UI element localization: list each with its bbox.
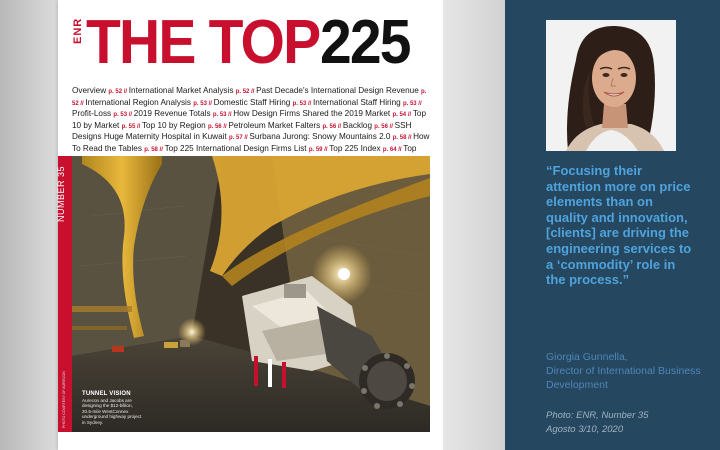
toc-entry: Top	[403, 143, 417, 153]
toc-entry: International Region Analysis	[85, 97, 194, 107]
toc-entry: Petroleum Market Falters	[228, 120, 323, 130]
toc-page-number: p. 53	[402, 100, 419, 107]
masthead	[72, 10, 432, 82]
toc-page-number: p. 55	[121, 123, 137, 130]
toc-page-number: p. 53	[212, 112, 229, 119]
toc-page-number: p. 53	[113, 112, 129, 119]
toc-entry: How To Read the Tables	[72, 132, 430, 153]
toc-entry: How Design Firms Shared the 2019 Market	[233, 109, 393, 119]
toc-separator: //	[324, 146, 330, 153]
toc-entry: Backlog	[342, 120, 375, 130]
photo-credit	[546, 409, 706, 437]
toc-separator: //	[244, 135, 250, 142]
toc-page-number: p. 59	[308, 146, 325, 153]
toc-entry: Top 225 International Design Firms List	[164, 143, 309, 153]
toc-entry: SSH Designs Huge Maternity Hospital in Kuwait	[72, 120, 412, 142]
toc-separator: //	[128, 112, 134, 119]
toc-separator: //	[136, 123, 142, 130]
toc-page-number: p. 52	[235, 89, 252, 95]
quote-attribution	[546, 350, 706, 392]
toc-entry: Past Decade's International Design Revenue	[256, 86, 422, 95]
attribution-name: Giorgia Gunnella,	[546, 351, 628, 363]
attribution-role: Director of International Business Development	[546, 365, 701, 391]
photo-credit-line2: Agosto 3/10, 2020	[546, 424, 624, 435]
toc-page-number: p. 56	[322, 123, 338, 130]
toc-entry: International Market Analysis	[128, 86, 236, 95]
toc-separator: //	[418, 100, 422, 107]
toc-separator: //	[159, 146, 165, 153]
toc-separator: //	[80, 100, 86, 107]
toc-page-number: p. 58	[144, 146, 160, 153]
toc-page-number: p. 58	[392, 135, 409, 142]
toc-separator: //	[228, 112, 234, 119]
toc-page-number: p. 54	[392, 112, 408, 119]
magazine-page	[58, 0, 443, 450]
toc-separator: //	[408, 135, 414, 142]
toc-separator: //	[389, 123, 395, 130]
portrait-photo	[546, 20, 676, 151]
toc-page-number: p. 64	[382, 146, 399, 153]
toc-page-number: p. 52	[108, 89, 124, 95]
title-red: THE TOP	[86, 8, 320, 77]
toc-entry: Top 10 by Market	[72, 109, 427, 130]
toc-entry: Overview	[72, 86, 109, 95]
photo-courtesy: PHOTO COURTESY OF AURECON	[62, 371, 66, 428]
portrait-illustration	[546, 20, 676, 151]
toc-page-number: p. 56	[374, 123, 390, 130]
toc-separator: //	[337, 123, 343, 130]
toc-entry: Top 10 by Region	[141, 120, 208, 130]
toc-separator: //	[407, 112, 413, 119]
toc-entry: Surbana Jurong: Snowy Mountains 2.0	[249, 132, 393, 142]
enr-logo-text: ENR	[72, 17, 84, 44]
toc-separator: //	[123, 89, 129, 95]
toc-page-number: p. 56	[207, 123, 224, 130]
photo-credit-line1: Photo: ENR, Number 35	[546, 410, 649, 421]
toc-separator: //	[208, 100, 214, 107]
photo-caption-body: Aurecon and Jacobs are designing the $12-billion, 20.5-mile WestConnex underground highway project in Sydney.	[82, 398, 142, 425]
toc-entry: Domestic Staff Hiring	[213, 97, 293, 107]
table-of-contents	[72, 86, 430, 167]
toc-entry: Profit-Loss	[72, 109, 114, 119]
toc-entry: International Staff Hiring	[312, 97, 403, 107]
left-page-edge	[0, 0, 58, 450]
title-number: 225	[320, 8, 410, 77]
toc-page-number: p. 52	[72, 89, 427, 107]
page-gutter	[443, 0, 505, 450]
toc-page-number: p. 57	[229, 135, 245, 142]
issue-number-label: NUMBER 35	[56, 165, 66, 222]
pull-quote: “Focusing their attention more on price elements than on quality and innovation, [clients] are driving the engineering services to a ‘commodity’ role in the process.”	[546, 163, 692, 288]
toc-page-number: p. 53	[193, 100, 209, 107]
toc-separator: //	[251, 89, 257, 95]
toc-entry: 2019 Revenue Totals	[133, 109, 213, 119]
toc-entry: Top 225 Index	[329, 143, 383, 153]
toc-separator: //	[398, 146, 404, 153]
toc-page-number: p. 53	[292, 100, 308, 107]
toc-separator: //	[223, 123, 229, 130]
photo-caption-title: TUNNEL VISION	[82, 391, 131, 397]
toc-separator: //	[307, 100, 313, 107]
